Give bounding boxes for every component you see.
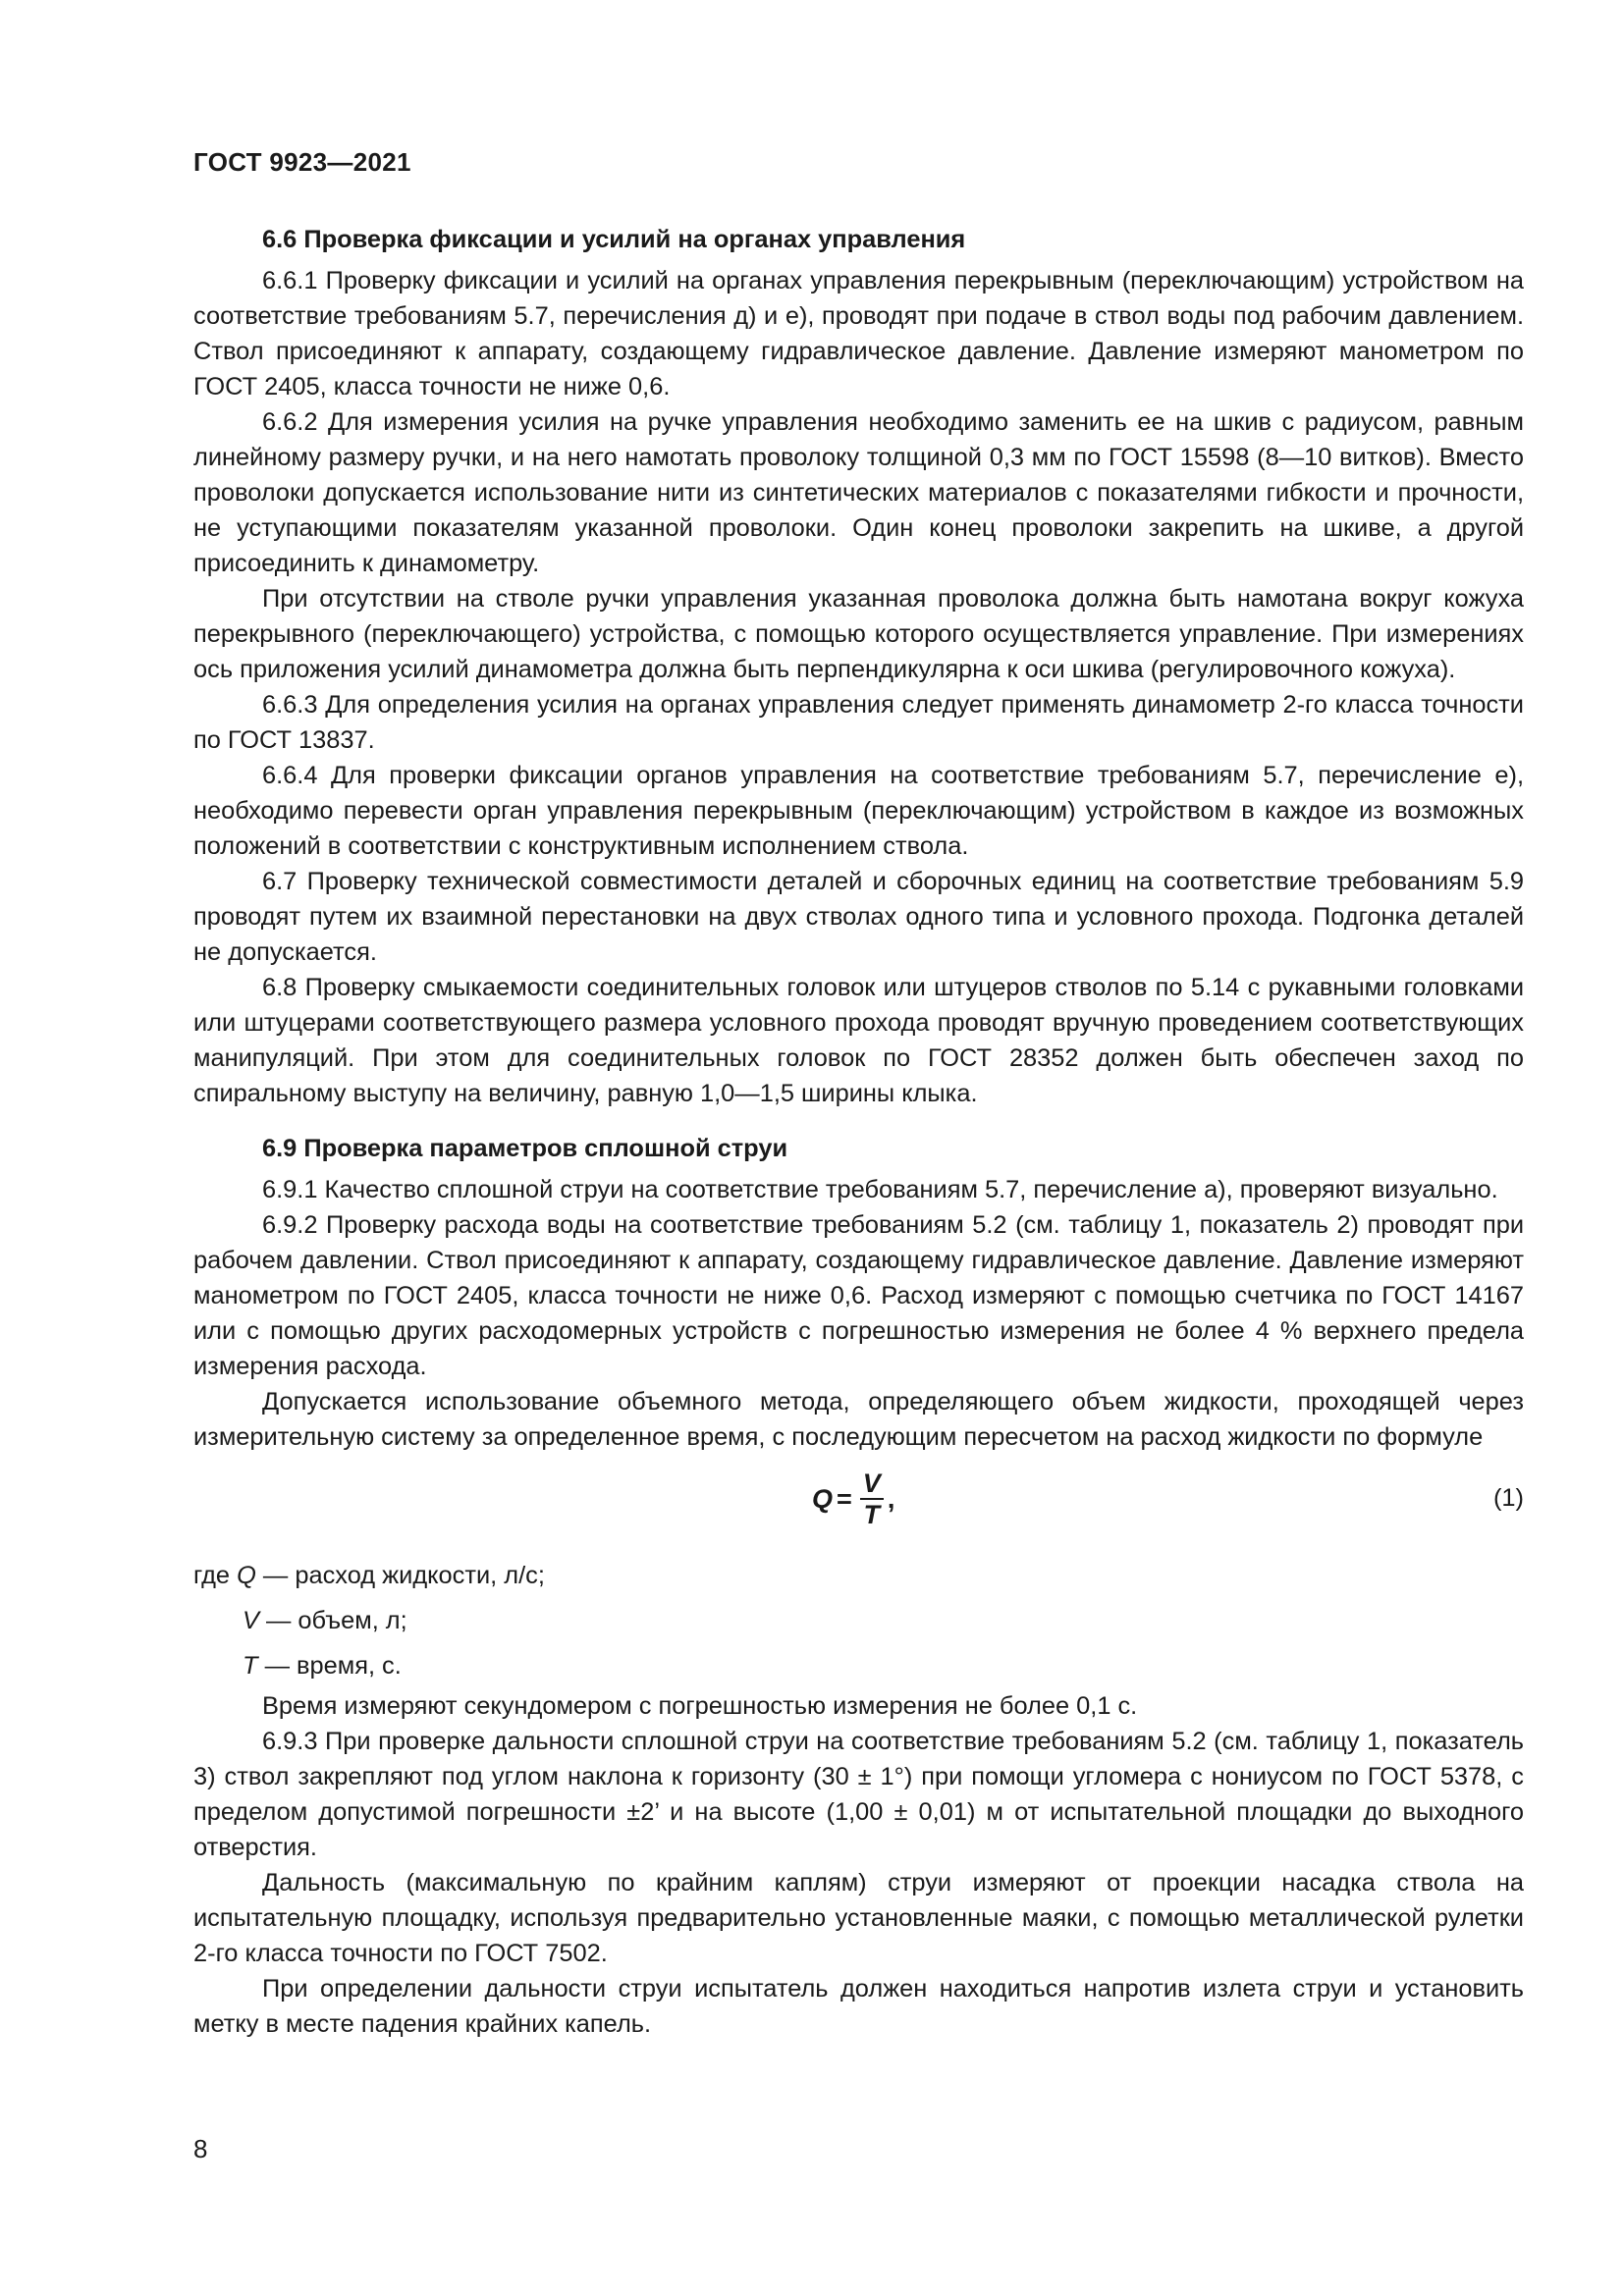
paragraph-range-measure: Дальность (максимальную по крайним каплям) струи измеряют от проекции насадка ствола на испытательную площадку, используя предварительно установленные маяки, с помощью металлической рулетки 2-го класса точности по ГОСТ 7502. [193,1869,1524,1967]
paragraph-6-6-1: 6.6.1 Проверку фиксации и усилий на органах управления перекрывным (переключающим) устройством на соответствие требованиям 5.7, перечисления д) и е), проводят при подаче в ствол воды под рабочим давлением. Ствол присоединяют к аппарату, создающему гидравлическое давление. Давление измеряют манометром по ГОСТ 2405, класса точности не ниже 0,6. [193,267,1524,400]
paragraph-6-6-4: 6.6.4 Для проверки фиксации органов управления на соответствие требованиям 5.7, перечисление е), необходимо перевести орган управления перекрывным (переключающим) устройством в каждое из возможных положений в соответствии с конструктивным исполнением ствола. [193,762,1524,860]
paragraph-6-6-2: 6.6.2 Для измерения усилия на ручке управления необходимо заменить ее на шкив с радиусом, равным линейному размеру ручки, и на него намотать проволоку толщиной 0,3 мм по ГОСТ 15598 (8—10 витков). Вместо проволоки допускается использование нити из синтетических материалов с показателями гибкости и прочности, не уступающими показателям указанной проволоки. Один конец проволоки закрепить на шкиве, а другой присоединить к динамометру. [193,408,1524,577]
paragraph-6-9-2: 6.9.2 Проверку расхода воды на соответствие требованиям 5.2 (см. таблицу 1, показатель 2) проводят при рабочем давлении. Ствол присоединяют к аппарату, создающему гидравлическое давление. Давление измеряют манометром по ГОСТ 2405, класса точности не ниже 0,6. Расход измеряют с помощью счетчика по ГОСТ 14167 или с помощью других расходомерных устройств с погрешностью измерения не более 4 % верхнего предела измерения расхода. [193,1211,1524,1380]
legend-symbol-v: V [243,1607,259,1634]
paragraph-6-9-3: 6.9.3 При проверке дальности сплошной струи на соответствие требованиям 5.2 (см. таблицу 1, показатель 3) ствол закрепляют под углом наклона к горизонту (30 ± 1°) при помощи угломера с нониусом по ГОСТ 5378, с пределом допустимой погрешности ±2’ и на высоте (1,00 ± 0,01) м от испытательной площадки до выходного отверстия. [193,1728,1524,1861]
legend-row-v [193,1598,1524,1643]
legend-desc-v: — объем, л; [258,1607,407,1634]
paragraph-6-9-1: 6.9.1 Качество сплошной струи на соответствие требованиям 5.7, перечисление а), проверяют визуально. [262,1176,1498,1203]
formula-denominator: T [863,1500,881,1529]
formula-number: (1) [1492,1484,1524,1512]
paragraph-6-7: 6.7 Проверку технической совместимости деталей и сборочных единиц на соответствие требованиям 5.9 проводят путем их взаимной перестановки на двух стволах одного типа и условного прохода. Подгонка деталей не допускается. [193,868,1524,966]
formula-1 [193,1463,1524,1543]
formula-expression [812,1468,894,1529]
section-heading-6-6: 6.6 Проверка фиксации и усилий на органах управления [262,226,966,253]
legend-desc-t: — время, с. [257,1652,402,1680]
paragraph-6-6-2-cont: При отсутствии на стволе ручки управления указанная проволока должна быть намотана вокруг кожуха перекрывного (переключающего) устройства, с помощью которого осуществляется управление. При измерениях ось приложения усилий динамометра должна быть перпендикулярна к оси шкива (регулировочного кожуха). [193,585,1524,683]
legend-symbol-t: T [243,1652,258,1680]
legend-lead: где [193,1562,231,1589]
formula-numerator: V [860,1468,884,1500]
paragraph-time-measure: Время измеряют секундомером с погрешностью измерения не более 0,1 с. [262,1692,1138,1720]
legend-row-q [193,1553,1524,1598]
section-heading-6-9: 6.9 Проверка параметров сплошной струи [262,1135,788,1162]
formula-fraction [860,1468,884,1529]
paragraph-6-9-2-cont: Допускается использование объемного метода, определяющего объем жидкости, проходящей через измерительную систему за определенное время, с последующим пересчетом на расход жидкости по формуле [193,1388,1524,1451]
legend-row-t [193,1643,1524,1688]
formula-comma: , [887,1484,895,1514]
page-number: 8 [193,2134,208,2163]
paragraph-6-6-3: 6.6.3 Для определения усилия на органах управления следует применять динамометр 2-го класса точности по ГОСТ 13837. [193,691,1524,754]
formula-legend [193,1553,1524,1688]
legend-symbol-q: Q [237,1562,256,1589]
paragraph-tester-position: При определении дальности струи испытатель должен находиться напротив излета струи и установить метку в месте падения крайних капель. [193,1975,1524,2038]
document-body [193,222,1524,2042]
paragraph-6-8: 6.8 Проверку смыкаемости соединительных головок или штуцеров стволов по 5.14 с рукавными головками или штуцерами соответствующего размера условного прохода проводят вручную проведением соответствующих манипуляций. При этом для соединительных головок по ГОСТ 28352 должен быть обеспечен заход по спиральному выступу на величину, равную 1,0—1,5 ширины клыка. [193,974,1524,1107]
formula-equals: = [837,1484,852,1514]
document-header: ГОСТ 9923—2021 [193,147,411,177]
formula-lhs: Q [812,1484,834,1514]
legend-desc-q: — расход жидкости, л/с; [255,1562,545,1589]
